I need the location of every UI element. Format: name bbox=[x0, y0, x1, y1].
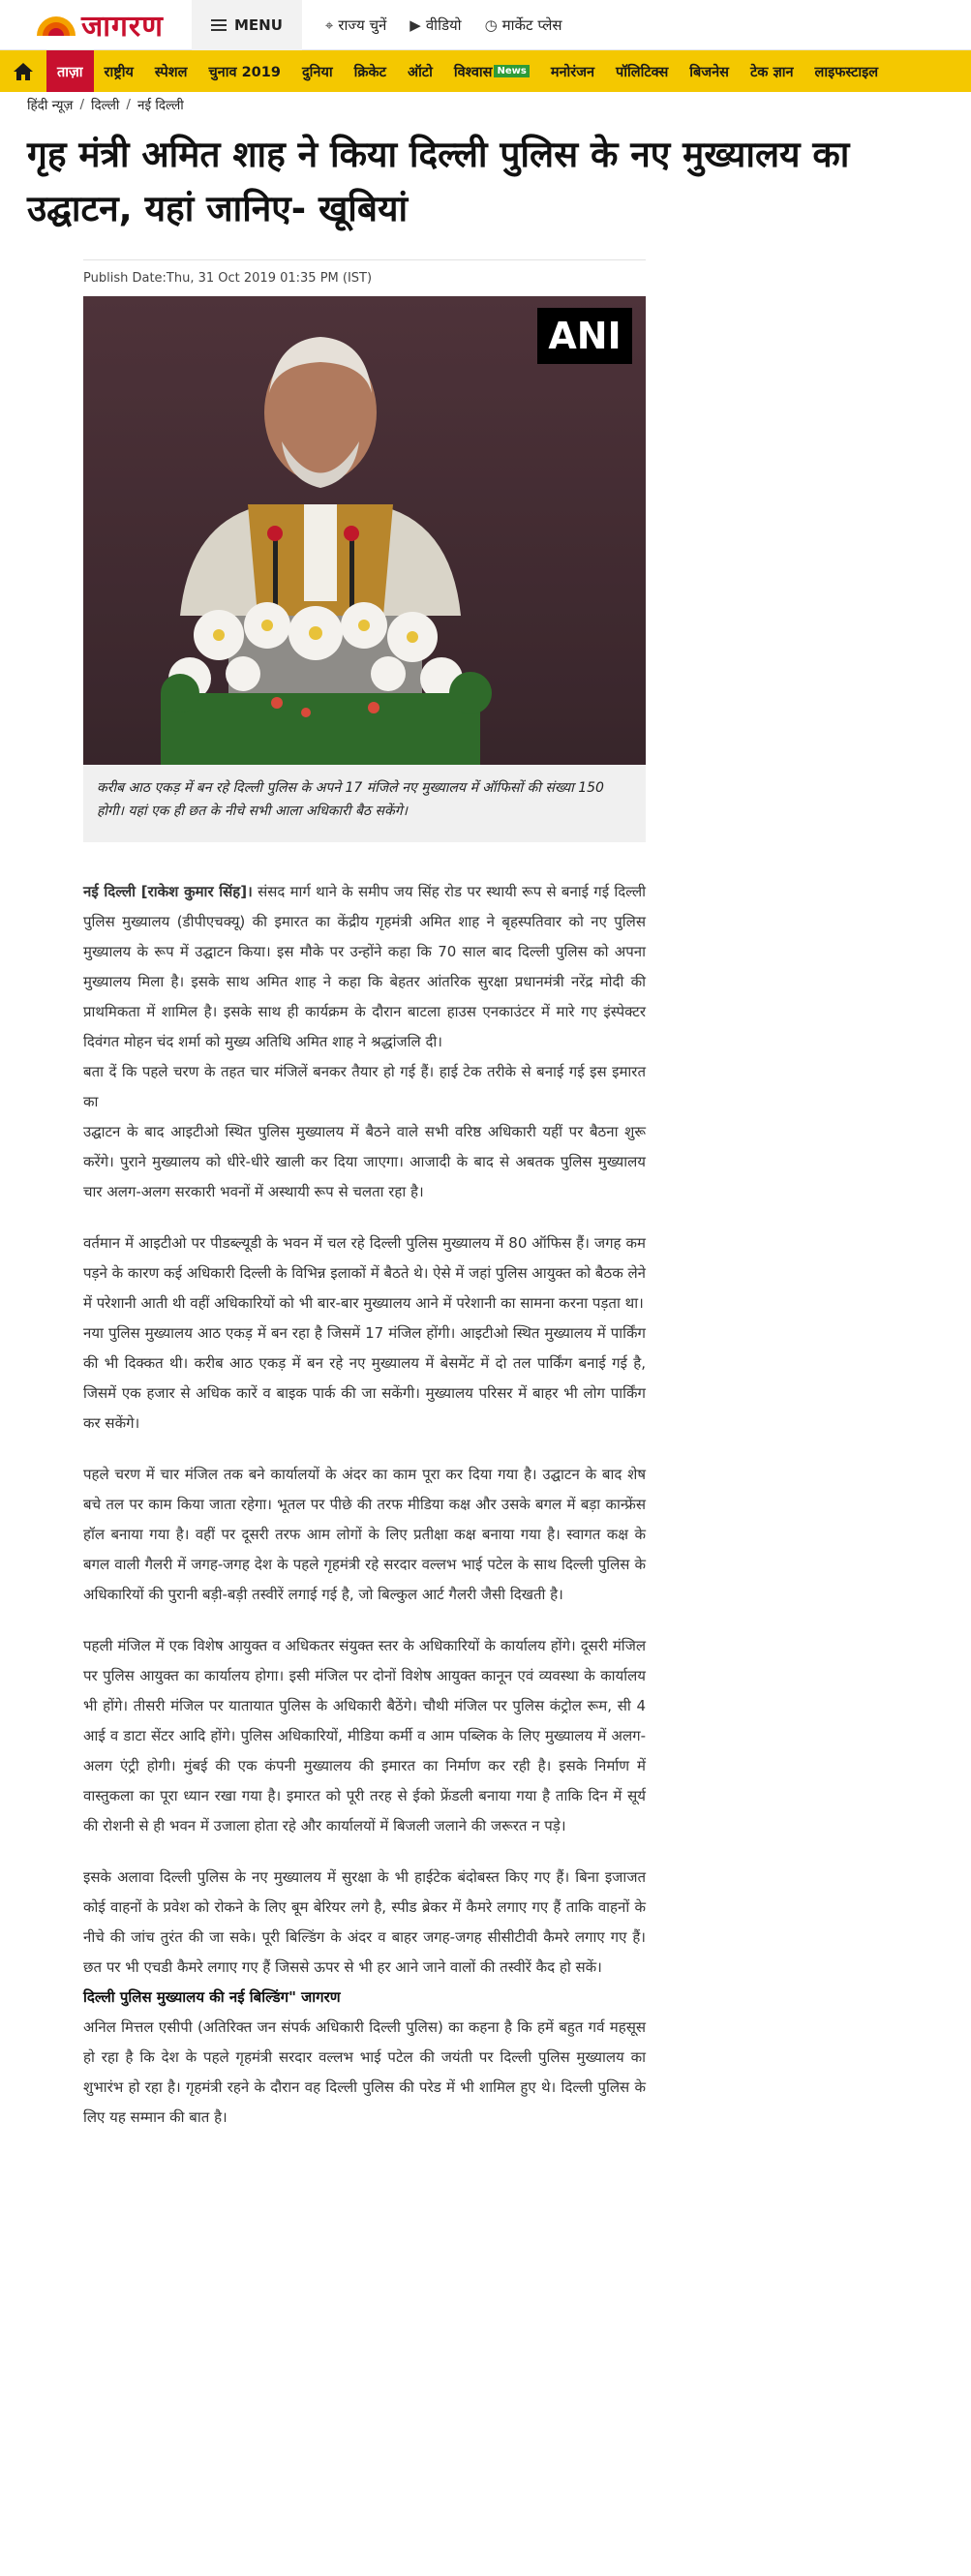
article-paragraph: इसके अलावा दिल्ली पुलिस के नए मुख्यालय में सुरक्षा के भी हाईटेक बंदोबस्त किए गए हैं। बिना इजाजत कोई वाहनों के प्रवेश को रोकने के लिए बूम बेरियर लगे है, स्पीड ब्रेकर में कैमरे लगाए गए हैं ताकि वाहनों के नीचे की जांच तुरंत की जा सके। पूरी बिल्डिंग के अंदर व बाहर जगह-जगह सीसीटीवी कैमरे लगाए गए हैं। छत पर भी एचडी कैमरे लगाए गए हैं जिससे ऊपर से भी हर आने जाने वालों की तस्वीरें कैद हो सकें। bbox=[83, 1868, 646, 1976]
breadcrumb-item-delhi[interactable]: दिल्ली bbox=[91, 98, 120, 113]
home-icon[interactable] bbox=[0, 50, 46, 92]
speaker-photo bbox=[83, 296, 646, 765]
nav-item-tech[interactable]: टेक ज्ञान bbox=[749, 64, 794, 80]
ani-watermark: ANI bbox=[537, 308, 632, 364]
vishvas-label: विश्वास bbox=[453, 64, 493, 80]
paragraph-text: संसद मार्ग थाने के समीप जय सिंह रोड पर स्थायी रूप से बनाई गई दिल्ली पुलिस मुख्यालय (डीपीएचक्यू) की इमारत का केंद्रीय गृहमंत्री अमित शाह ने बृहस्पतिवार को नए पुलिस मुख्यालय के रूप में उद्घाटन किया। इस मौके पर उन्होंने कहा कि 70 साल बाद दिल्ली पुलिस को अपना मुख्यालय मिला है। इसके साथ अमित शाह ने कहा कि बेहतर आंतरिक सुरक्षा प्रधानमंत्री नरेंद्र मोदी की प्राथमिकता में शामिल है। इसके साथ ही कार्यक्रम के दौरान बाटला हाउस एनकाउंटर में मारे गए इंस्पेक्टर दिवंगत मोहन चंद शर्मा को मुख्य अतिथि अमित शाह ने श्रद्धांजलि दी। bbox=[83, 883, 647, 1050]
nav-item-politics[interactable]: पॉलिटिक्स bbox=[616, 64, 669, 80]
article-body bbox=[83, 877, 646, 2133]
select-state-label: राज्य चुनें bbox=[338, 15, 387, 34]
nav-item-special[interactable]: स्पेशल bbox=[154, 64, 188, 80]
nav-item-election[interactable]: चुनाव 2019 bbox=[208, 64, 281, 80]
nav-item-world[interactable]: दुनिया bbox=[301, 64, 333, 80]
article-subheading: दिल्ली पुलिस मुख्यालय की नई बिल्डिंग" जागरण bbox=[83, 1988, 341, 2006]
article-paragraph: अनिल मित्तल एसीपी (अतिरिक्त जन संपर्क अधिकारी दिल्ली पुलिस) का कहना है कि हमें बहुत गर्व महसूस हो रहा है कि देश के पहले गृहमंत्री सरदार वल्लभ भाई पटेल की जयंती पर दिल्ली पुलिस मुख्यालय का शुभारंभ हो रहा है। गृहमंत्री रहने के दौरान वह दिल्ली पुलिस की परेड में भी शामिल हुए थे। दिल्ली पुलिस के लिए यह सम्मान की बात है। bbox=[83, 2018, 646, 2126]
article-image bbox=[83, 296, 646, 765]
gauge-icon: ◷ bbox=[484, 15, 498, 34]
article-paragraph: उद्घाटन के बाद आइटीओ स्थित पुलिस मुख्यालय में बैठने वाले सभी वरिष्ठ अधिकारी यहीं पर बैठना शुरू करेंगे। पुराने मुख्यालय को धीरे-धीरे खाली कर दिया जाएगा। आजादी के बाद से अबतक पुलिस मुख्यालय चार अलग-अलग सरकारी भवनों में अस्थायी रूप से चलता रहा है। bbox=[83, 1123, 646, 1200]
hamburger-icon bbox=[211, 19, 227, 31]
play-circle-icon: ▶ bbox=[410, 15, 421, 34]
article-title: गृह मंत्री अमित शाह ने किया दिल्ली पुलिस के नए मुख्यालय का उद्घाटन, यहां जानिए- खूबियां bbox=[27, 134, 850, 229]
article-paragraph: पहली मंजिल में एक विशेष आयुक्त व अधिकतर संयुक्त स्तर के अधिकारियों के कार्यालय होंगे। दूसरी मंजिल पर पुलिस आयुक्त का कार्यालय होगा। इसी मंजिल पर दोनों विशेष आयुक्त कानून एवं व्यवस्था के कार्यालय भी होंगे। तीसरी मंजिल पर यातायात पुलिस के अधिकारी बैठेंगे। चौथी मंजिल पर पुलिस कंट्रोल रूम, सी 4 आई व डाटा सेंटर आदि होंगे। पुलिस अधिकारियों, मीडिया कर्मी व आम पब्लिक के लिए मुख्यालय में अलग-अलग एंट्री होगी। मुंबई की एक कंपनी मुख्यालय की इमारत का निर्माण कर रही है। इसके निर्माण में वास्तुकला का पूरा ध्यान रखा गया है। इमारत को पूरी तरह से ईको फ्रेंडली बनाया गया है ताकि दिन में सूर्य की रोशनी से ही भवन में उजाला होता रहे और कार्यालयों में बिजली जलाने की जरूरत न पड़े। bbox=[83, 1637, 646, 1834]
image-caption: करीब आठ एकड़ में बन रहे दिल्ली पुलिस के अपने 17 मंजिले नए मुख्यालय में ऑफिसों की संख्या 150 होगी। यहां एक ही छत के नीचे सभी आला अधिकारी बैठ सकेंगे। bbox=[83, 765, 646, 842]
nav-item-auto[interactable]: ऑटो bbox=[407, 64, 433, 80]
nav-item-national[interactable]: राष्ट्रीय bbox=[104, 64, 134, 80]
nav-item-business[interactable]: बिजनेस bbox=[689, 64, 729, 80]
news-badge: News bbox=[494, 65, 529, 77]
menu-label: MENU bbox=[234, 15, 283, 34]
nav-item-latest[interactable]: ताज़ा bbox=[46, 50, 94, 92]
article-paragraph: वर्तमान में आइटीओ पर पीडब्ल्यूडी के भवन में चल रहे दिल्ली पुलिस मुख्यालय में 80 ऑफिस हैं। जगह कम पड़ने के कारण कई अधिकारी दिल्ली के विभिन्न इलाकों में बैठते थे। ऐसे में जहां पुलिस आयुक्त को बैठक लेने में परेशानी आती थी वहीं अधिकारियों को भी बार-बार मुख्यालय आने में परेशानी का सामना करना पड़ता था। bbox=[83, 1234, 646, 1312]
breadcrumb-separator: / bbox=[79, 97, 85, 112]
title-divider bbox=[83, 259, 646, 260]
article-paragraph: बता दें कि पहले चरण के तहत चार मंजिलें बनकर तैयार हो गई हैं। हाई टेक तरीके से बनाई गई इस इमारत का bbox=[83, 1063, 646, 1110]
map-pin-icon: ⌖ bbox=[324, 15, 334, 34]
video-link[interactable] bbox=[410, 15, 461, 35]
logo-text: जागरण bbox=[81, 10, 164, 44]
sun-logo-icon bbox=[33, 11, 79, 40]
marketplace-link[interactable] bbox=[485, 15, 562, 35]
jagran-logo[interactable] bbox=[33, 0, 188, 50]
breadcrumb-separator: / bbox=[126, 97, 131, 112]
category-nav bbox=[0, 50, 971, 92]
publish-date: Publish Date:Thu, 31 Oct 2019 01:35 PM (IST) bbox=[83, 271, 373, 286]
article-paragraph bbox=[83, 877, 646, 1057]
nav-item-vishvas[interactable] bbox=[443, 50, 540, 92]
breadcrumb bbox=[27, 93, 184, 116]
article-paragraph: नया पुलिस मुख्यालय आठ एकड़ में बन रहा है जिसमें 17 मंजिल होंगी। आइटीओ स्थित मुख्यालय में पार्किंग की भी दिक्कत थी। करीब आठ एकड़ में बन रहे नए मुख्यालय में बेसमेंट में दो तल पार्किंग बनाई गई है, जिसमें एक हजार से अधिक कारें व बाइक पार्क की जा सकेंगी। मुख्यालय परिसर में बाहर भी लोग पार्किंग कर सकेंगे। bbox=[83, 1324, 646, 1432]
dateline: नई दिल्ली [राकेश कुमार सिंह]। bbox=[83, 883, 253, 900]
article-paragraph: पहले चरण में चार मंजिल तक बने कार्यालयों के अंदर का काम पूरा कर दिया गया है। उद्घाटन के बाद शेष बचे तल पर काम किया जाता रहेगा। भूतल पर पीछे की तरफ मीडिया कक्ष और उसके बगल में बड़ा कान्फ्रेंस हॉल बनाया गया है। वहीं पर दूसरी तरफ आम लोगों के लिए प्रतीक्षा कक्ष बनाया गया है। स्वागत कक्ष के बगल वाली गैलरी में जगह-जगह देश के पहले गृहमंत्री रहे सरदार वल्लभ भाई पटेल के साथ दिल्ली पुलिस के अधिकारियों की पुरानी बड़ी-बड़ी तस्वीरें लगाई गई है, जो बिल्कुल आर्ट गैलरी जैसी दिखती है। bbox=[83, 1466, 647, 1603]
top-header bbox=[0, 0, 971, 50]
menu-button[interactable] bbox=[192, 0, 302, 50]
nav-item-entertainment[interactable]: मनोरंजन bbox=[550, 64, 595, 80]
select-state-link[interactable] bbox=[325, 15, 386, 35]
nav-item-cricket[interactable]: क्रिकेट bbox=[353, 64, 386, 80]
breadcrumb-item-new-delhi[interactable]: नई दिल्ली bbox=[137, 98, 184, 113]
video-label: वीडियो bbox=[425, 15, 462, 34]
nav-item-lifestyle[interactable]: लाइफस्टाइल bbox=[814, 64, 879, 80]
marketplace-label: मार्केट प्लेस bbox=[501, 15, 562, 34]
breadcrumb-item-hindi-news[interactable]: हिंदी न्यूज़ bbox=[27, 98, 74, 113]
